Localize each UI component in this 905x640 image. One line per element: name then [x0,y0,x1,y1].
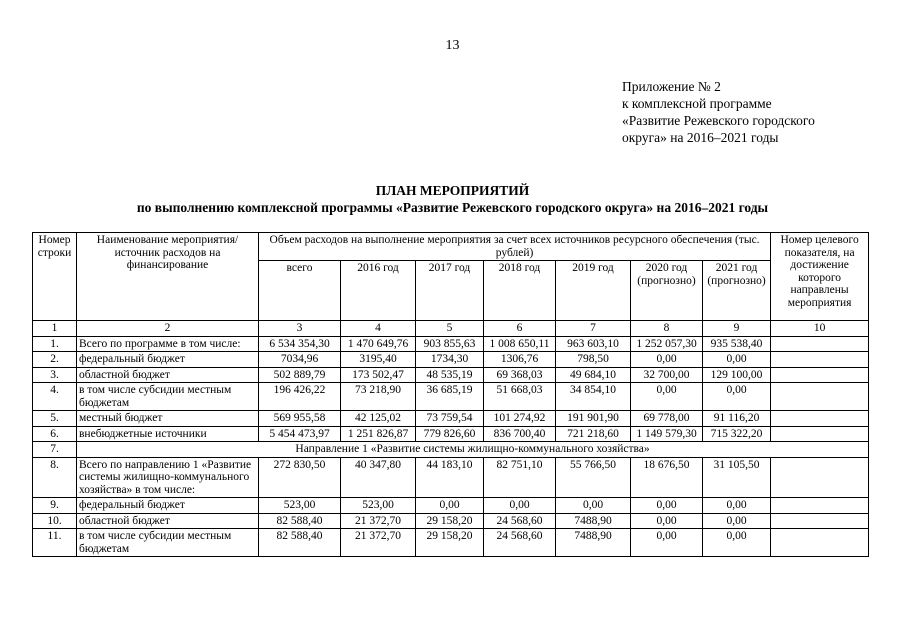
column-number: 1 [33,321,77,337]
value-cell-y2018: 1306,76 [484,352,556,368]
target-cell [771,529,869,557]
header-2018: 2018 год [484,261,556,321]
value-cell-y2021: 91 116,20 [703,411,771,427]
value-cell-y2018: 69 368,03 [484,367,556,383]
table-row [33,336,869,352]
table-row [33,411,869,427]
value-cell-y2016: 21 372,70 [341,529,416,557]
value-cell-y2017: 29 158,20 [416,529,484,557]
value-cell-y2018: 836 700,40 [484,426,556,442]
value-cell-y2019: 191 901,90 [556,411,631,427]
value-cell-y2021: 0,00 [703,383,771,411]
row-number-cell: 4. [33,383,77,411]
value-cell-y2020: 0,00 [631,529,703,557]
value-cell-y2019: 721 218,60 [556,426,631,442]
row-name-cell: областной бюджет [77,367,259,383]
row-number-cell: 6. [33,426,77,442]
title-line-2: по выполнению комплексной программы «Развитие Режевского городского округа» на 2016–2021 годы [136,200,769,215]
value-cell-total: 196 426,22 [259,383,341,411]
column-number: 3 [259,321,341,337]
table-row [33,442,869,458]
section-title-cell: Направление 1 «Развитие системы жилищно-коммунального хозяйства» [77,442,869,458]
value-cell-y2021: 0,00 [703,529,771,557]
value-cell-y2016: 21 372,70 [341,513,416,529]
column-number: 5 [416,321,484,337]
row-number-cell: 10. [33,513,77,529]
value-cell-y2021: 0,00 [703,498,771,514]
value-cell-total: 569 955,58 [259,411,341,427]
row-number-cell: 9. [33,498,77,514]
value-cell-y2021: 0,00 [703,513,771,529]
target-cell [771,426,869,442]
header-2020: 2020 год (прогнозно) [631,261,703,321]
value-cell-y2016: 42 125,02 [341,411,416,427]
value-cell-y2019: 963 603,10 [556,336,631,352]
value-cell-y2020: 0,00 [631,383,703,411]
header-volume: Объем расходов на выполнение мероприятия за счет всех источников ресурсного обеспечения (тыс. рублей) [259,233,771,261]
value-cell-y2019: 7488,90 [556,513,631,529]
header-target: Номер целевого показателя, на достижение которого направлены мероприятия [771,233,869,321]
row-name-cell: местный бюджет [77,411,259,427]
row-name-cell: внебюджетные источники [77,426,259,442]
value-cell-y2020: 0,00 [631,498,703,514]
value-cell-y2017: 44 183,10 [416,457,484,498]
value-cell-total: 82 588,40 [259,513,341,529]
value-cell-y2020: 32 700,00 [631,367,703,383]
value-cell-y2017: 0,00 [416,498,484,514]
header-2016: 2016 год [341,261,416,321]
target-cell [771,513,869,529]
value-cell-y2019: 34 854,10 [556,383,631,411]
appendix-line: Приложение № 2 [622,79,721,94]
table-row [33,367,869,383]
column-number: 8 [631,321,703,337]
value-cell-y2021: 31 105,50 [703,457,771,498]
table-row [33,383,869,411]
value-cell-y2018: 1 008 650,11 [484,336,556,352]
value-cell-y2018: 24 568,60 [484,513,556,529]
value-cell-y2019: 49 684,10 [556,367,631,383]
value-cell-total: 523,00 [259,498,341,514]
row-name-cell: в том числе субсидии местным бюджетам [77,529,259,557]
header-total: всего [259,261,341,321]
value-cell-y2016: 3195,40 [341,352,416,368]
value-cell-y2018: 51 668,03 [484,383,556,411]
value-cell-y2016: 73 218,90 [341,383,416,411]
value-cell-y2021: 0,00 [703,352,771,368]
header-2019: 2019 год [556,261,631,321]
value-cell-y2021: 129 100,00 [703,367,771,383]
row-name-cell: областной бюджет [77,513,259,529]
value-cell-y2021: 715 322,20 [703,426,771,442]
value-cell-y2020: 0,00 [631,513,703,529]
column-number: 9 [703,321,771,337]
header-row-number: Номер строки [33,233,77,321]
row-number-cell: 5. [33,411,77,427]
column-number: 2 [77,321,259,337]
target-cell [771,411,869,427]
table-row [33,513,869,529]
appendix-line: к комплексной программе [622,96,772,111]
value-cell-total: 272 830,50 [259,457,341,498]
header-2017: 2017 год [416,261,484,321]
value-cell-y2016: 40 347,80 [341,457,416,498]
header-name: Наименование мероприятия/источник расходов на финансирование [77,233,259,321]
document-title [0,182,905,216]
value-cell-total: 5 454 473,97 [259,426,341,442]
header-2021: 2021 год (прогнозно) [703,261,771,321]
table-row [33,457,869,498]
value-cell-y2017: 779 826,60 [416,426,484,442]
target-cell [771,352,869,368]
value-cell-y2018: 101 274,92 [484,411,556,427]
appendix-line: округа» на 2016–2021 годы [622,130,779,145]
value-cell-y2016: 1 470 649,76 [341,336,416,352]
value-cell-y2019: 0,00 [556,498,631,514]
row-number-cell: 2. [33,352,77,368]
value-cell-y2020: 18 676,50 [631,457,703,498]
table-row [33,426,869,442]
table-row [33,352,869,368]
value-cell-y2019: 55 766,50 [556,457,631,498]
column-number: 6 [484,321,556,337]
table-row [33,529,869,557]
target-cell [771,498,869,514]
value-cell-y2016: 173 502,47 [341,367,416,383]
column-number: 4 [341,321,416,337]
row-name-cell: федеральный бюджет [77,352,259,368]
value-cell-y2017: 73 759,54 [416,411,484,427]
row-number-cell: 7. [33,442,77,458]
value-cell-y2018: 82 751,10 [484,457,556,498]
appendix-note [622,78,815,146]
value-cell-y2017: 1734,30 [416,352,484,368]
row-number-cell: 1. [33,336,77,352]
value-cell-y2020: 1 149 579,30 [631,426,703,442]
value-cell-y2017: 36 685,19 [416,383,484,411]
row-number-cell: 3. [33,367,77,383]
target-cell [771,367,869,383]
table-row [33,498,869,514]
target-cell [771,457,869,498]
value-cell-y2017: 29 158,20 [416,513,484,529]
column-number: 10 [771,321,869,337]
value-cell-y2016: 1 251 826,87 [341,426,416,442]
value-cell-y2020: 1 252 057,30 [631,336,703,352]
value-cell-y2019: 7488,90 [556,529,631,557]
value-cell-y2020: 0,00 [631,352,703,368]
column-number: 7 [556,321,631,337]
value-cell-y2018: 0,00 [484,498,556,514]
value-cell-total: 502 889,79 [259,367,341,383]
row-name-cell: в том числе субсидии местным бюджетам [77,383,259,411]
value-cell-y2017: 48 535,19 [416,367,484,383]
value-cell-y2018: 24 568,60 [484,529,556,557]
value-cell-total: 6 534 354,30 [259,336,341,352]
value-cell-y2017: 903 855,63 [416,336,484,352]
target-cell [771,383,869,411]
value-cell-y2020: 69 778,00 [631,411,703,427]
row-number-cell: 11. [33,529,77,557]
appendix-line: «Развитие Режевского городского [622,113,815,128]
value-cell-y2021: 935 538,40 [703,336,771,352]
page-number: 13 [445,38,460,53]
plan-table [32,232,869,557]
column-number-row [33,321,869,337]
value-cell-y2016: 523,00 [341,498,416,514]
value-cell-total: 82 588,40 [259,529,341,557]
value-cell-y2019: 798,50 [556,352,631,368]
target-cell [771,336,869,352]
row-name-cell: Всего по программе в том числе: [77,336,259,352]
value-cell-total: 7034,96 [259,352,341,368]
header-row [33,233,869,261]
row-name-cell: федеральный бюджет [77,498,259,514]
row-name-cell: Всего по направлению 1 «Развитие системы жилищно-коммунального хозяйства» в том числе: [77,457,259,498]
title-line-1: ПЛАН МЕРОПРИЯТИЙ [375,183,530,198]
row-number-cell: 8. [33,457,77,498]
